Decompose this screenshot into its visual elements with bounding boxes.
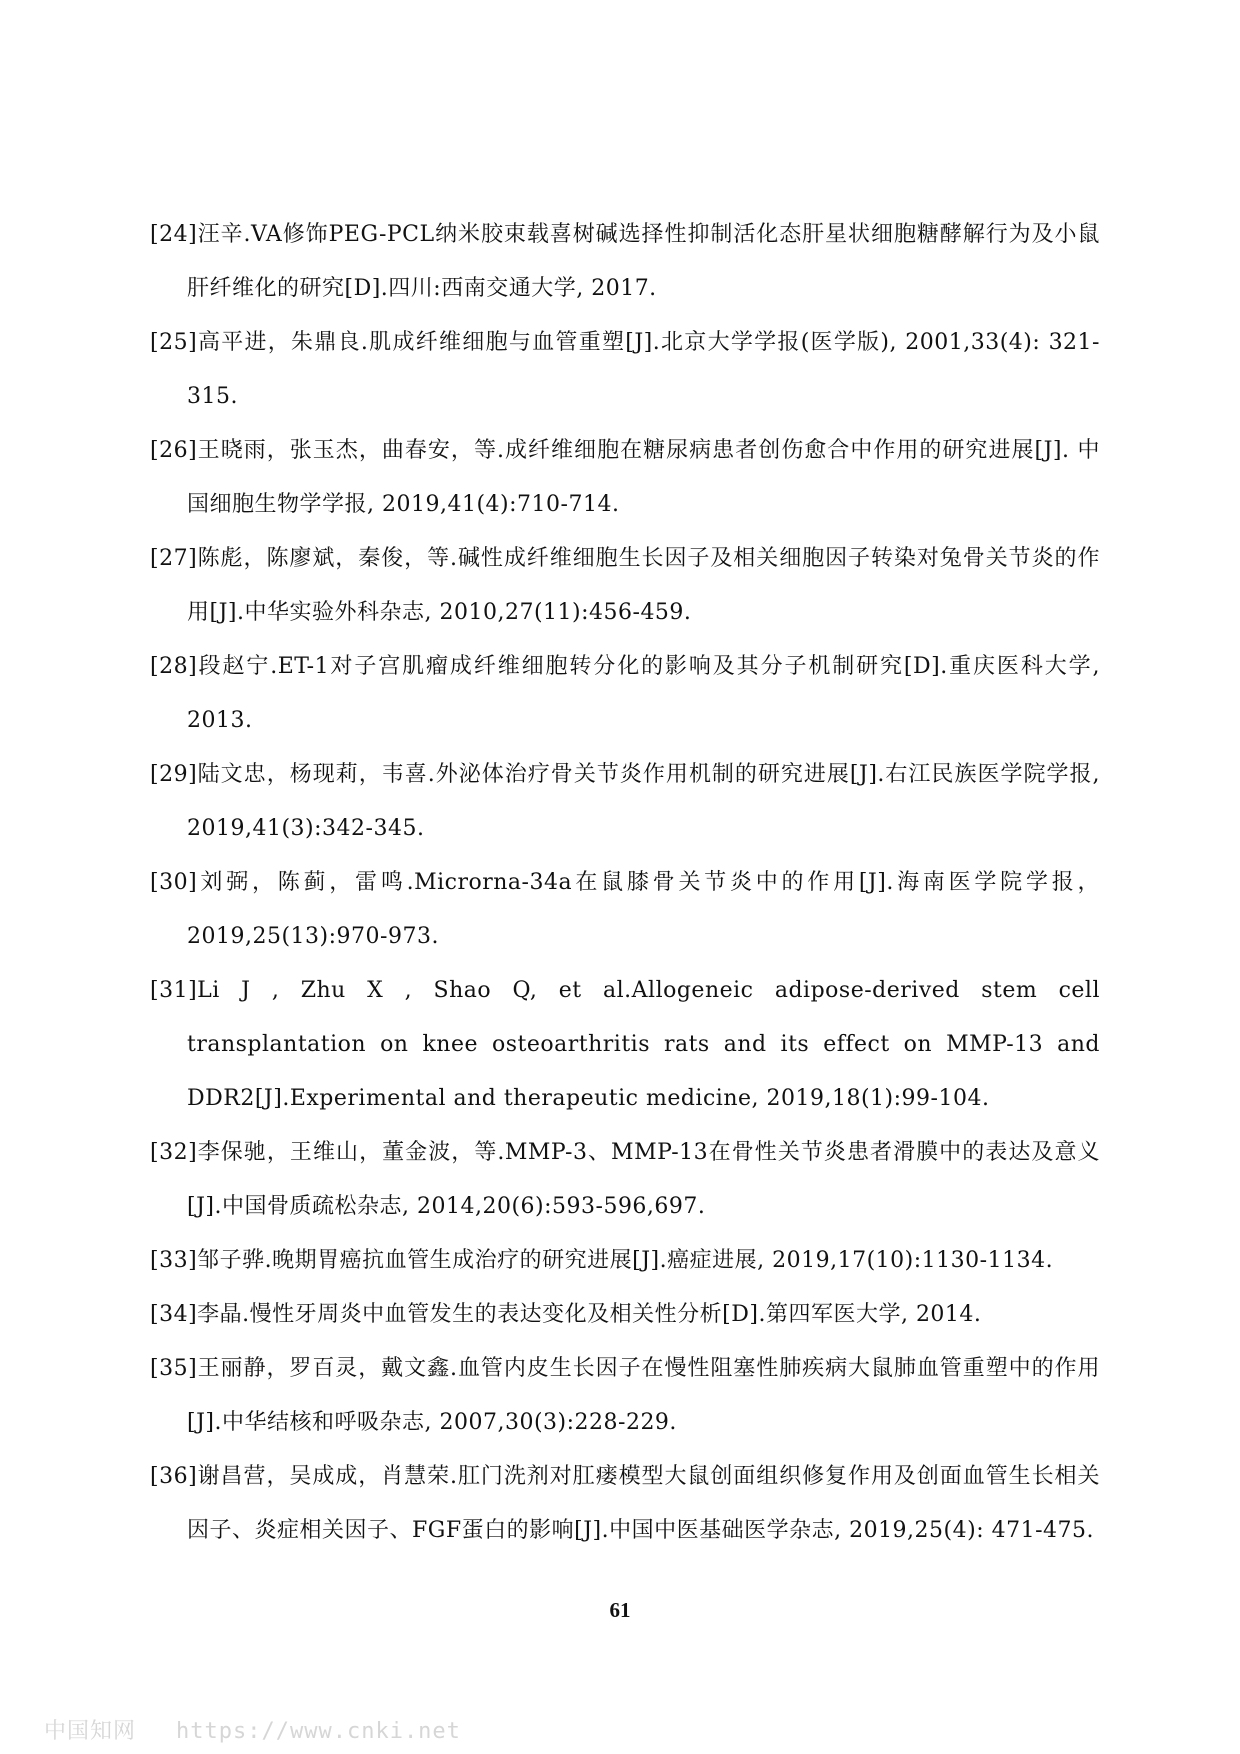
reference-item: [34]李晶.慢性牙周炎中血管发生的表达变化及相关性分析[D].第四军医大学, 2014. (150, 1302, 982, 1327)
cnki-watermark (44, 1714, 461, 1745)
reference-item: [30]刘弼，陈蓟，雷鸣.Microrna-34a在鼠膝骨关节炎中的作用[J].海南医学院学报，2019,25(13):970-973. (150, 870, 1100, 949)
reference-item: [24]汪辛.VA修饰PEG-PCL纳米胶束载喜树碱选择性抑制活化态肝星状细胞糖酵解行为及小鼠肝纤维化的研究[D].四川:西南交通大学, 2017. (150, 222, 1100, 301)
reference-list (150, 208, 1100, 1558)
watermark-brand: 中国知网 (44, 1719, 137, 1744)
reference-item: [31]Li J , Zhu X , Shao Q, et al.Allogeneic adipose-derived stem cell transplantation on knee osteoarthritis rats and its effect on MMP-13 and DDR2[J].Experimental and therapeutic medicine, 2019,18(1):99-104. (150, 978, 1100, 1111)
reference-item: [28]段赵宁.ET-1对子宫肌瘤成纤维细胞转分化的影响及其分子机制研究[D].重庆医科大学, 2013. (150, 654, 1100, 733)
reference-item: [26]王晓雨，张玉杰，曲春安，等.成纤维细胞在糖尿病患者创伤愈合中作用的研究进展[J]. 中国细胞生物学学报, 2019,41(4):710-714. (150, 438, 1100, 517)
reference-item: [36]谢昌营，吴成成，肖慧荣.肛门洗剂对肛瘘模型大鼠创面组织修复作用及创面血管生长相关因子、炎症相关因子、FGF蛋白的影响[J].中国中医基础医学杂志, 2019,25(4): 471-475. (150, 1464, 1100, 1543)
reference-item: [32]李保驰，王维山，董金波，等.MMP-3、MMP-13在骨性关节炎患者滑膜中的表达及意义[J].中国骨质疏松杂志, 2014,20(6):593-596,697. (150, 1140, 1100, 1219)
reference-item: [27]陈彪，陈廖斌，秦俊，等.碱性成纤维细胞生长因子及相关细胞因子转染对兔骨关节炎的作用[J].中华实验外科杂志, 2010,27(11):456-459. (150, 546, 1100, 625)
watermark-url: https://www.cnki.net (176, 1719, 461, 1744)
reference-item: [25]高平进，朱鼎良.肌成纤维细胞与血管重塑[J].北京大学学报(医学版), 2001,33(4): 321-315. (150, 330, 1100, 409)
page-number: 61 (609, 1598, 631, 1622)
reference-item: [35]王丽静，罗百灵，戴文鑫.血管内皮生长因子在慢性阻塞性肺疾病大鼠肺血管重塑中的作用[J].中华结核和呼吸杂志, 2007,30(3):228-229. (150, 1356, 1100, 1435)
reference-item: [33]邹子骅.晚期胃癌抗血管生成治疗的研究进展[J].癌症进展, 2019,17(10):1130-1134. (150, 1248, 1054, 1273)
reference-item: [29]陆文忠，杨现莉，韦喜.外泌体治疗骨关节炎作用机制的研究进展[J].右江民族医学院学报, 2019,41(3):342-345. (150, 762, 1100, 841)
